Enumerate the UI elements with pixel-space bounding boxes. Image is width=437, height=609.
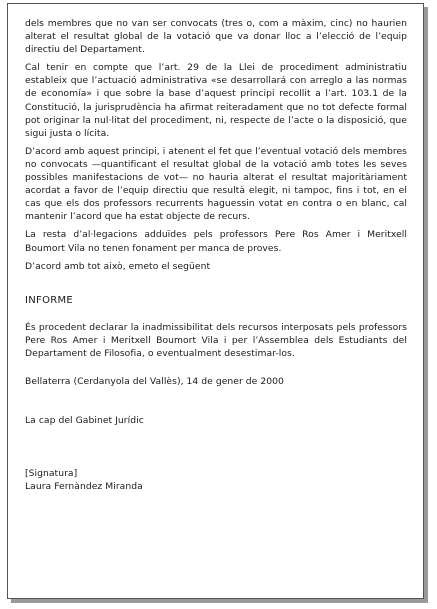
document-page [7, 3, 424, 599]
place-date: Bellaterra (Cerdanyola del Vallès), 14 de gener de 2000 [25, 376, 284, 388]
paragraph-principle: D’acord amb aquest principi, i atenent el fet que l’eventual votació dels membres no convocats —quantificant el resultat global de la votació amb totes les seves possibles manifestacions de vot— no hauria alterat el resultat majoritàriament acordat a favor de l’equip directiu que resultà elegit, ni tampoc, fins i tot, en el cas que els dos professors recurrents haguessin votat en contra o en blanc, cal mantenir l’acord que ha estat objecte de recurs. [25, 145, 407, 223]
paragraph-legal-basis: Cal tenir en compte que l’art. 29 de la Llei de procediment administratiu estableix que l’actuació administrativa «se desarrollará con arreglo a las normas de economía» i que sobre la base d’aquest principi recollit a l’art. 103.1 de la Constitució, la jurisprudència ha afirmat reiteradament que no tot defecte formal pot originar la nul·litat del procediment, ni, respecte de l’acte o la disposició, que sigui justa o lícita. [25, 62, 407, 139]
paragraph-other-allegations: La resta d’al·legacions adduïdes pels professors Pere Ros Amer i Meritxell Boumort Vila no tenen fonament per manca de proves. [25, 229, 407, 254]
paragraph-continuation: dels membres que no van ser convocats (tres o, com a màxim, cinc) no haurien alterat el resultat global de la votació que va donar lloc a l’elecció de l’equip directiu del Departament. [25, 18, 407, 56]
signature-placeholder: [Signatura] [25, 468, 78, 480]
signer-name: Laura Fernàndez Miranda [25, 481, 143, 493]
paragraph-conclusion: És procedent declarar la inadmissibilitat dels recursos interposats pels professors Pere Ros Amer i Meritxell Boumort Vila i per l’Assemblea dels Estudiants del Departament de Filosofia, o eventualment desestimar-los. [25, 321, 407, 359]
signer-role: La cap del Gabinet Jurídic [25, 415, 144, 427]
report-heading: INFORME [25, 294, 74, 306]
paragraph-transition: D’acord amb tot això, emeto el següent [25, 260, 211, 272]
spacer [25, 365, 407, 375]
